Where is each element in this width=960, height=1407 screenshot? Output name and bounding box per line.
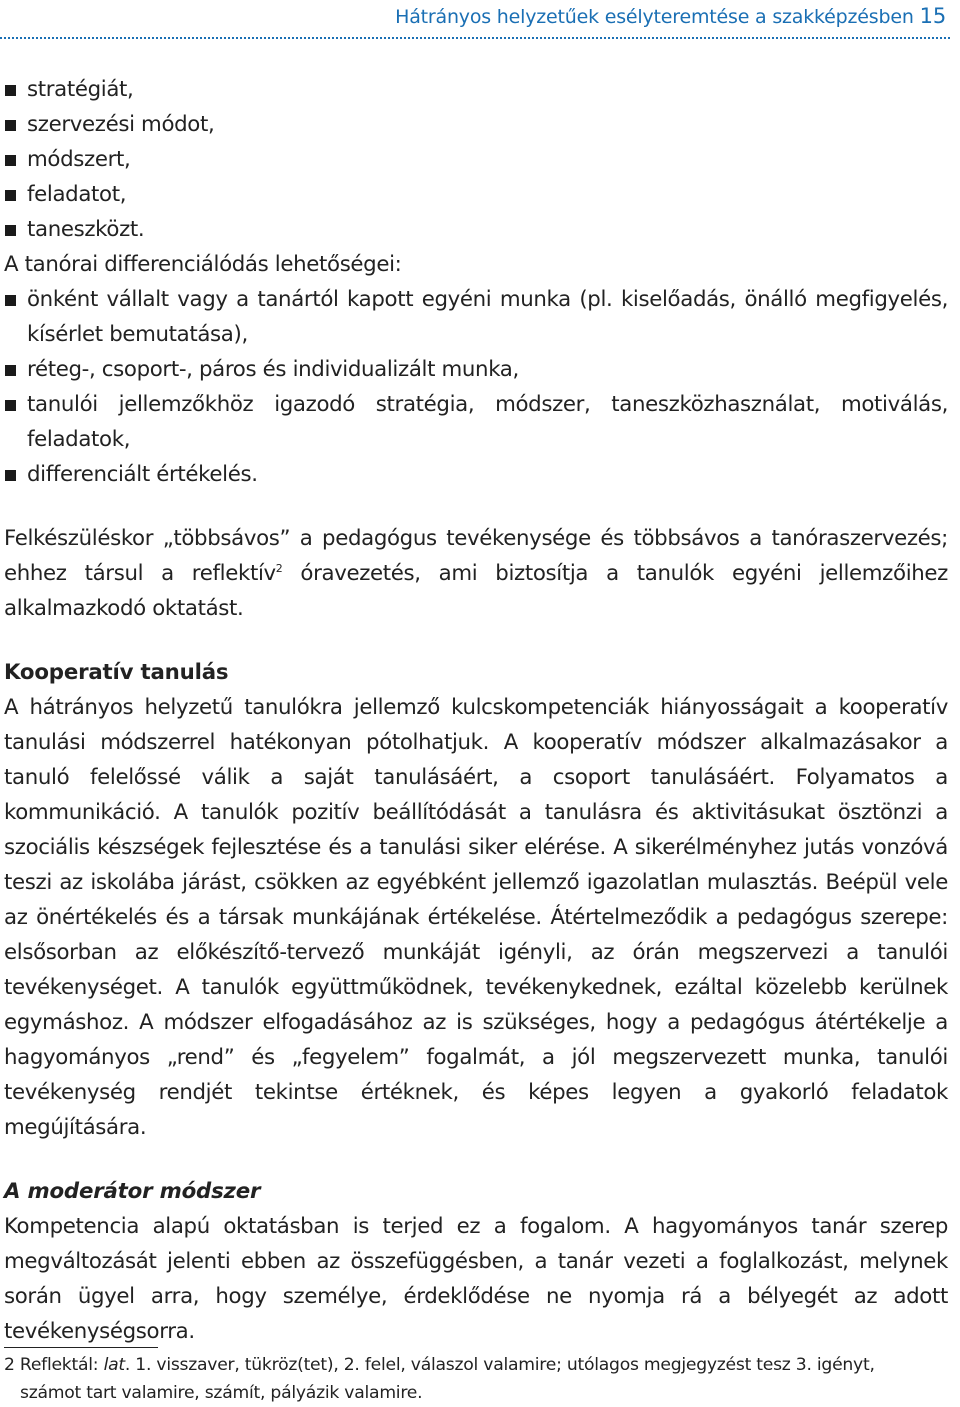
footnote (4, 1351, 948, 1407)
list-differentiation (4, 282, 948, 492)
square-bullet-icon (5, 365, 16, 376)
heading-cooperative-learning: Kooperatív tanulás (4, 660, 229, 685)
paragraph-cooperative-learning: A hátrányos helyzetű tanulókra jellemző kulcskompetenciák hiányosságait a kooperatív tanulási módszerrel hatékonyan pótolhatjuk. A kooperatív módszer alkalmazásakor a tanuló felelőssé válik a saját tanulásáért, a csoport tanulásáért. Folyamatos a kommunikáció. A tanulók pozitív beállítódását a tanulásra és aktivitásukat ösztönzi a szociális készségek fejlesztése és a tanulási siker elérése. A sikerélményhez jutás vonzóvá teszi az iskolába járást, csökken az egyébként jellemző igazolatlan mulasztás. Beépül vele az önértékelés és a társak munkájának értékelése. Átértelmeződik a pedagógus szerepe: elsősorban az előkészítő-tervező munkáját igényli, az órán megszervezi a tanulói tevékenységet. A tanulók együttműködnek, tevékenykednek, ezáltal közelebb kerülnek egymáshoz. A módszer elfogadásához az is szükséges, hogy a pedagógus átértékelje a hagyományos „rend” és „fegyelem” fogalmát, a jól megszervezett munka, tanulói tevékenység rendjét tekintse értéknek, és képes legyen a gyakorló feladatok megújítására. (4, 695, 948, 1140)
footnote-ref[interactable]: 2 (275, 562, 283, 575)
square-bullet-icon (5, 470, 16, 481)
list-item: differenciált értékelés. (4, 457, 948, 492)
paragraph-preparation: Felkészüléskor „többsávos” a pedagógus tevékenysége és többsávos a tanóraszervezés; ehhez társul a reflektív$^2$ óravezetés, ami biztosítja a tanulók egyéni jellemzőihez alkalmazkodó oktatást. (4, 526, 948, 621)
list-item: réteg-, csoport-, páros és individualizált munka, (4, 352, 948, 387)
square-bullet-icon (5, 190, 16, 201)
page-number: 15 (919, 4, 946, 28)
footnote-separator (4, 1347, 158, 1348)
list-item: szervezési módot, (4, 107, 948, 142)
list-item: taneszközt. (4, 212, 948, 247)
square-bullet-icon (5, 295, 16, 306)
list-item: stratégiát, (4, 72, 948, 107)
list-approaches (4, 72, 948, 247)
running-header (0, 4, 946, 28)
square-bullet-icon (5, 155, 16, 166)
footnote-line-1: 2 Reflektál: lat. 1. visszaver, tükröz(tet), 2. felel, válaszol valamire; utólagos megjegyzést tesz 3. igényt, (4, 1355, 875, 1375)
heading-moderator-method: A moderátor módszer (4, 1179, 261, 1204)
square-bullet-icon (5, 400, 16, 411)
square-bullet-icon (5, 120, 16, 131)
header-title: Hátrányos helyzetűek esélyteremtése a szakképzésben (395, 6, 914, 28)
square-bullet-icon (5, 225, 16, 236)
list-item: tanulói jellemzőkhöz igazodó stratégia, módszer, taneszközhasználat, motiválás, feladatok, (4, 387, 948, 457)
header-dotted-rule (0, 37, 950, 39)
list-intro: A tanórai differenciálódás lehetőségei: (4, 252, 402, 277)
footnote-line-2: számot tart valamire, számít, pályázik valamire. (20, 1383, 423, 1403)
list-item: módszert, (4, 142, 948, 177)
body-text (4, 72, 948, 1349)
paragraph-moderator-method: Kompetencia alapú oktatásban is terjed ez a fogalom. A hagyományos tanár szerep megváltozását jelenti ebben az összefüggésben, a tanár vezeti a foglalkozást, melynek során ügyel arra, hogy személye, érdeklődése ne nyomja rá a bélyegét az adott tevékenységsorra. (4, 1214, 948, 1344)
list-item: önként vállalt vagy a tanártól kapott egyéni munka (pl. kiselőadás, önálló megfigyelés, kísérlet bemutatása), (4, 282, 948, 352)
square-bullet-icon (5, 85, 16, 96)
list-item: feladatot, (4, 177, 948, 212)
